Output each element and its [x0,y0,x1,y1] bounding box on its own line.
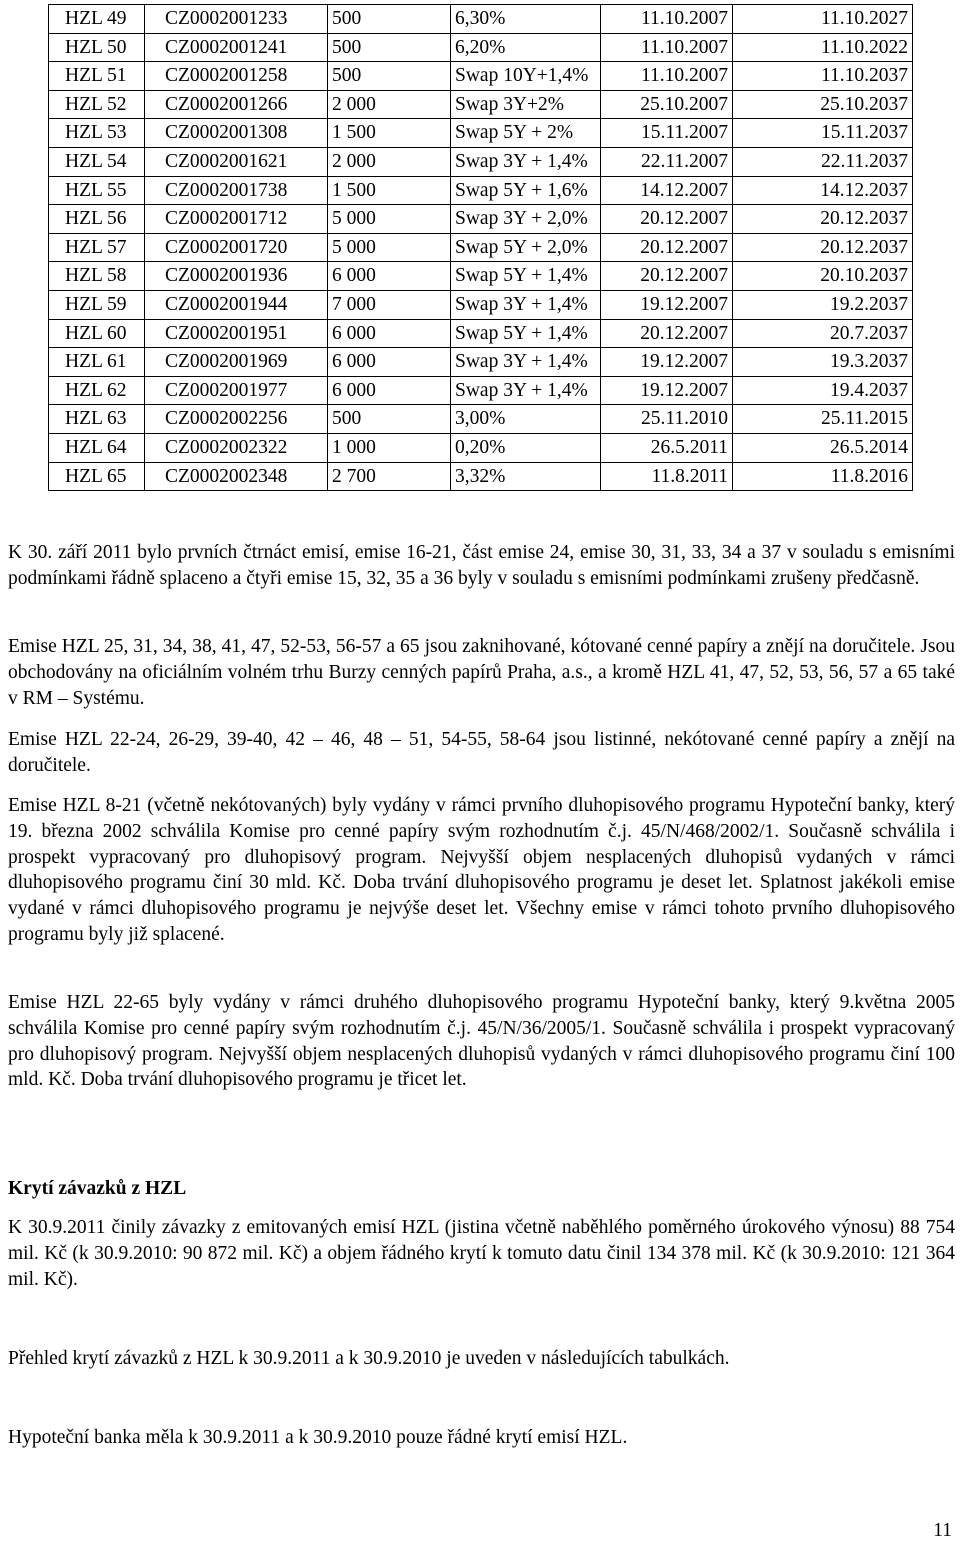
cell-coupon: Swap 5Y + 1,6% [451,176,601,205]
cell-isin: CZ0002001720 [145,233,328,262]
cell-volume: 2 000 [328,90,451,119]
cell-isin: CZ0002001308 [145,119,328,148]
cell-issue-name: HZL 64 [49,433,145,462]
cell-coupon: 6,20% [451,33,601,62]
cell-volume: 2 000 [328,147,451,176]
cell-volume: 7 000 [328,290,451,319]
cell-issue-name: HZL 58 [49,262,145,291]
cell-maturity-date: 19.4.2037 [733,376,913,405]
cell-issue-date: 11.10.2007 [601,5,733,34]
table-row [49,462,913,491]
cell-volume: 1 500 [328,176,451,205]
cell-volume: 6 000 [328,376,451,405]
cell-issue-name: HZL 57 [49,233,145,262]
cell-maturity-date: 20.12.2037 [733,233,913,262]
paragraph-liabilities: K 30.9.2011 činily závazky z emitovaných emisí HZL (jistina včetně naběhlého poměrného úrokového výnosu) 88 754 mil. Kč (k 30.9.2010: 90 872 mil. Kč) a objem řádného krytí k tomuto datu činil 134 378 mil. Kč (k 30.9.2010: 121 364 mil. Kč). [8,1217,955,1290]
cell-coupon: Swap 5Y + 2% [451,119,601,148]
table-row [49,5,913,34]
cell-isin: CZ0002001241 [145,33,328,62]
cell-issue-name: HZL 52 [49,90,145,119]
cell-coupon: Swap 5Y + 1,4% [451,262,601,291]
cell-issue-date: 20.12.2007 [601,319,733,348]
paragraph-unlisted-issues: Emise HZL 22-24, 26-29, 39-40, 42 – 46, 48 – 51, 54-55, 58-64 jsou listinné, nekótované cenné papíry a znějí na doručitele. [8,729,955,776]
cell-volume: 500 [328,5,451,34]
cell-issue-date: 20.12.2007 [601,262,733,291]
cell-coupon: Swap 3Y+2% [451,90,601,119]
table-row [49,433,913,462]
paragraph-overview-tables: Přehled krytí závazků z HZL k 30.9.2011 a k 30.9.2010 je uveden v následujících tabulkách. [8,1348,730,1369]
cell-maturity-date: 15.11.2037 [733,119,913,148]
paragraph-regular-coverage: Hypoteční banka měla k 30.9.2011 a k 30.9.2010 pouze řádné krytí emisí HZL. [8,1427,628,1448]
table-row [49,176,913,205]
cell-isin: CZ0002001712 [145,205,328,234]
cell-issue-date: 26.5.2011 [601,433,733,462]
paragraph-repayments: K 30. září 2011 bylo prvních čtrnáct emisí, emise 16-21, část emise 24, emise 30, 31, 33, 34 a 37 v souladu s emisními podmínkami řádně splaceno a čtyři emise 15, 32, 35 a 36 byly v souladu s emisními podmínkami zrušeny předčasně. [8,542,955,589]
cell-maturity-date: 26.5.2014 [733,433,913,462]
cell-maturity-date: 19.3.2037 [733,348,913,377]
cell-issue-date: 19.12.2007 [601,290,733,319]
cell-maturity-date: 11.8.2016 [733,462,913,491]
cell-issue-name: HZL 65 [49,462,145,491]
cell-issue-date: 22.11.2007 [601,147,733,176]
cell-coupon: Swap 3Y + 1,4% [451,348,601,377]
cell-isin: CZ0002001738 [145,176,328,205]
cell-issue-name: HZL 55 [49,176,145,205]
table-row [49,147,913,176]
table-row [49,405,913,434]
cell-issue-date: 25.10.2007 [601,90,733,119]
cell-issue-name: HZL 54 [49,147,145,176]
cell-isin: CZ0002001621 [145,147,328,176]
table-row [49,62,913,91]
cell-isin: CZ0002001266 [145,90,328,119]
cell-issue-name: HZL 63 [49,405,145,434]
cell-volume: 500 [328,62,451,91]
cell-isin: CZ0002001969 [145,348,328,377]
cell-coupon: Swap 5Y + 2,0% [451,233,601,262]
cell-issue-date: 25.11.2010 [601,405,733,434]
cell-coupon: Swap 3Y + 1,4% [451,147,601,176]
cell-issue-name: HZL 62 [49,376,145,405]
cell-volume: 500 [328,405,451,434]
cell-coupon: Swap 3Y + 1,4% [451,290,601,319]
cell-maturity-date: 11.10.2027 [733,5,913,34]
cell-volume: 1 000 [328,433,451,462]
cell-issue-name: HZL 56 [49,205,145,234]
table-row [49,376,913,405]
cell-issue-name: HZL 61 [49,348,145,377]
cell-issue-date: 11.10.2007 [601,62,733,91]
table-row [49,90,913,119]
cell-issue-name: HZL 59 [49,290,145,319]
paragraph-second-program: Emise HZL 22-65 byly vydány v rámci druhého dluhopisového programu Hypoteční banky, který 9.května 2005 schválila Komise pro cenné papíry svým rozhodnutím č.j. 45/N/36/2005/1. Současně schválila i prospekt vypracovaný pro dluhopisový program. Nejvyšší objem nesplacených dluhopisů vydaných v rámci dluhopisového programu činí 100 mld. Kč. Doba trvání dluhopisového programu je třicet let. [8,992,955,1091]
table-row [49,290,913,319]
cell-maturity-date: 22.11.2037 [733,147,913,176]
cell-issue-name: HZL 50 [49,33,145,62]
cell-maturity-date: 20.10.2037 [733,262,913,291]
cell-coupon: 0,20% [451,433,601,462]
cell-coupon: 3,32% [451,462,601,491]
cell-coupon: Swap 3Y + 2,0% [451,205,601,234]
table-row [49,33,913,62]
cell-coupon: Swap 3Y + 1,4% [451,376,601,405]
cell-issue-date: 20.12.2007 [601,205,733,234]
cell-isin: CZ0002002256 [145,405,328,434]
paragraph-listed-issues: Emise HZL 25, 31, 34, 38, 41, 47, 52-53, 56-57 a 65 jsou zaknihované, kótované cenné papíry a znějí na doručitele. Jsou obchodovány na oficiálním volném trhu Burzy cenných papírů Praha, a.s., a kromě HZL 41, 47, 52, 53, 56, 57 a 65 také v RM – Systému. [8,636,955,709]
cell-isin: CZ0002001258 [145,62,328,91]
cell-coupon: Swap 10Y+1,4% [451,62,601,91]
cell-isin: CZ0002001951 [145,319,328,348]
cell-issue-date: 20.12.2007 [601,233,733,262]
cell-issue-date: 11.8.2011 [601,462,733,491]
cell-isin: CZ0002001936 [145,262,328,291]
cell-isin: CZ0002001944 [145,290,328,319]
cell-coupon: 6,30% [451,5,601,34]
cell-maturity-date: 20.7.2037 [733,319,913,348]
table-row [49,233,913,262]
cell-isin: CZ0002001977 [145,376,328,405]
cell-coupon: 3,00% [451,405,601,434]
cell-maturity-date: 25.11.2015 [733,405,913,434]
cell-isin: CZ0002001233 [145,5,328,34]
cell-issue-name: HZL 53 [49,119,145,148]
cell-issue-name: HZL 60 [49,319,145,348]
cell-issue-date: 15.11.2007 [601,119,733,148]
cell-maturity-date: 20.12.2037 [733,205,913,234]
table-row [49,348,913,377]
cell-volume: 5 000 [328,233,451,262]
cell-volume: 500 [328,33,451,62]
cell-maturity-date: 11.10.2037 [733,62,913,91]
paragraph-first-program: Emise HZL 8-21 (včetně nekótovaných) byly vydány v rámci prvního dluhopisového programu Hypoteční banky, který 19. března 2002 schválila Komise pro cenné papíry svým rozhodnutím č.j. 45/N/468/2002/1. Současně schválila i prospekt vypracovaný pro dluhopisový program. Nejvyšší objem nesplacených dluhopisů vydaných v rámci dluhopisového programu činí 30 mld. Kč. Doba trvání dluhopisového programu je deset let. Splatnost jakékoli emise vydané v rámci dluhopisového programu je nejvýše deset let. Všechny emise v rámci tohoto prvního dluhopisového programu byly již splacené. [8,795,955,945]
cell-volume: 1 500 [328,119,451,148]
cell-issue-date: 11.10.2007 [601,33,733,62]
cell-volume: 2 700 [328,462,451,491]
cell-volume: 6 000 [328,262,451,291]
cell-volume: 5 000 [328,205,451,234]
cell-issue-date: 19.12.2007 [601,376,733,405]
table-row [49,205,913,234]
table-row [49,119,913,148]
section-heading-coverage: Krytí závazků z HZL [8,1178,187,1199]
bond-issues-table [48,4,913,491]
cell-isin: CZ0002002322 [145,433,328,462]
page-number: 11 [933,1520,952,1541]
cell-maturity-date: 25.10.2037 [733,90,913,119]
cell-coupon: Swap 5Y + 1,4% [451,319,601,348]
cell-issue-date: 19.12.2007 [601,348,733,377]
cell-isin: CZ0002002348 [145,462,328,491]
cell-issue-name: HZL 49 [49,5,145,34]
cell-volume: 6 000 [328,348,451,377]
cell-maturity-date: 19.2.2037 [733,290,913,319]
cell-issue-name: HZL 51 [49,62,145,91]
cell-issue-date: 14.12.2007 [601,176,733,205]
cell-maturity-date: 11.10.2022 [733,33,913,62]
cell-volume: 6 000 [328,319,451,348]
table-row [49,319,913,348]
table-row [49,262,913,291]
bond-issues-body [49,5,913,491]
cell-maturity-date: 14.12.2037 [733,176,913,205]
